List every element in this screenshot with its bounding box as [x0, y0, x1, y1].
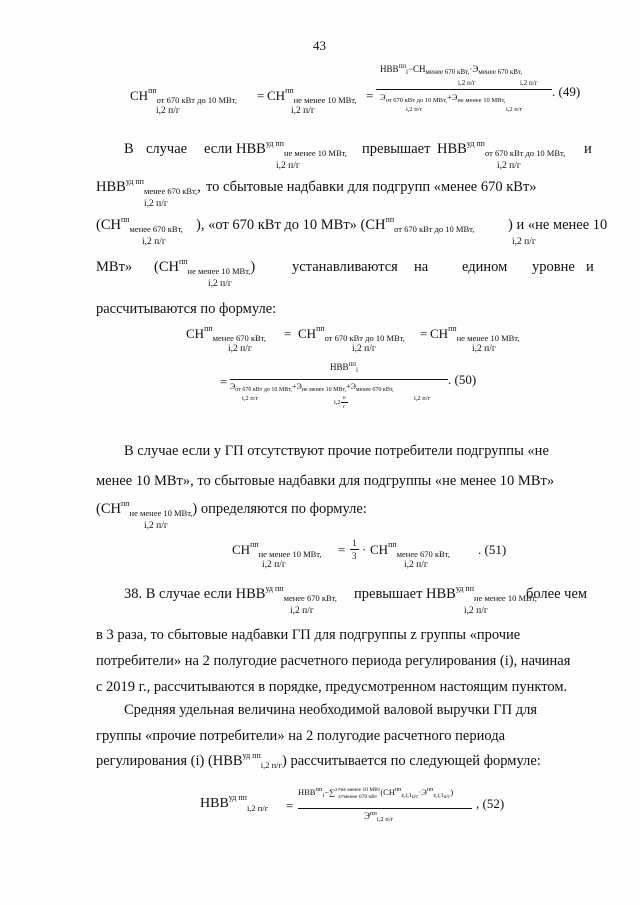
para1-line3: ($СН^{пп}_{менее 670 кВт,}$ i,2 п/г ), «от 670 кВт до 10 МВт» ($СН^{пп}_{от 670 кВт до 10 МВт,}$ i,2 п/г ) и «не менее 10 [96, 215, 608, 247]
para3-line3: потребители» на 2 полугодие расчетного периода регулирования (i), начиная [96, 653, 571, 669]
para3-line1: 38. В случае если $НВВ^{уд пп}_{менее 670 кВт,}$ i,2 п/г превышает $НВВ^{уд пп}_{не менее 10 МВт,}$ i,2 п/г более чем [124, 584, 588, 616]
formula-50-row1: $СН^{пп}_{менее 670 кВт,}$ i,2 п/г = $СН^{пп}_{от 670 кВт до 10 МВт,}$ i,2 п/г = $СН^{пп}_{не менее 10 МВт,}$ i,2 п/г [186, 324, 520, 354]
para2-line3: $(СН^{пп}_{не менее 10 МВт,})$ определяются по формуле: i,2 п/г [96, 499, 367, 531]
formula-49: $СН^{пп}_{от 670 кВт до 10 МВт,}$ i,2 п/г = $СН^{пп}_{не менее 10 МВт,}$ i,2 п/г = $НВВ^{пп}_i-СН_{менее 670 кВт,}\cdot Э_{менее 670 кВт,}$ i,2 п/г i,2 п/г $Э_{от 670 кВт до 10 МВт,}+Э_{не менее 10 МВт,}$ i,2 п/г i,2 п/г . (49) [130, 62, 581, 116]
para4-line1: Средняя удельная величина необходимой валовой выручки ГП для [124, 702, 538, 718]
para1-line5: рассчитываются по формуле: [96, 301, 277, 317]
para2-line1: В случае если у ГП отсутствуют прочие потребители подгруппы «не [124, 443, 549, 459]
para3-line2: в 3 раза, то сбытовые надбавки ГП для подгруппы z группы «прочие [96, 627, 521, 643]
para3-line4: с 2019 г., рассчитываются в порядке, предусмотренном настоящим пунктом. [96, 679, 568, 695]
para1-line2: $НВВ^{уд пп}_{менее 670 кВт,}$, i,2 п/г то сбытовые надбавки для подгрупп «менее 670 кВт» [96, 177, 537, 209]
para2-line2: менее 10 МВт», то сбытовые надбавки для подгруппы «не менее 10 МВт» [96, 473, 555, 489]
formula-52: $НВВ^{уд пп}_{i,2 п/г}$ = $НВВ^{пп}_i-\sum$ z≠не менее 10 МВт z≠менее 670 кВт $(СН^{пп}_{z,i,1п/г}\cdot Э^{пп}_{z,i,1п/г})$ $Э^{пп}_{i,2 п/г}$ , (52) [200, 785, 505, 823]
para4-line3: регулирования (i) $(НВВ^{уд пп}_{i,2 п/г})$ рассчитывается по следующей формуле: [96, 751, 541, 770]
page-number: 43 [313, 38, 326, 53]
para1-line4: МВт» $(СН^{пп}_{не менее 10 МВт,})$ i,2 п/г устанавливаются на едином уровне и [96, 257, 594, 289]
formula-51: $СН^{пп}_{не менее 10 МВт,}$ i,2 п/г = $\frac{1}{3}$ · $СН^{пп}_{менее 670 кВт,}$ i,2 п/г . (51) [232, 538, 507, 570]
para4-line2: группы «прочие потребители» на 2 полугодие расчетного периода [96, 728, 506, 744]
formula-50-row2: = $НВВ^{пп}_i$ $Э_{от 670 кВт до 10 МВт,}+Э_{не менее 10 МВт,}+Э_{менее 670 кВт,}$ i,2 п/г i,2 $\frac{п}{г}$ i,2 п/г . (50) [220, 360, 477, 410]
para1-line1: В случае если $НВВ^{уд пп}_{не менее 10 МВт,}$ i,2 п/г превышает $НВВ^{уд пп}_{от 670 кВт до 10 МВт,}$ i,2 п/г и [124, 139, 592, 171]
